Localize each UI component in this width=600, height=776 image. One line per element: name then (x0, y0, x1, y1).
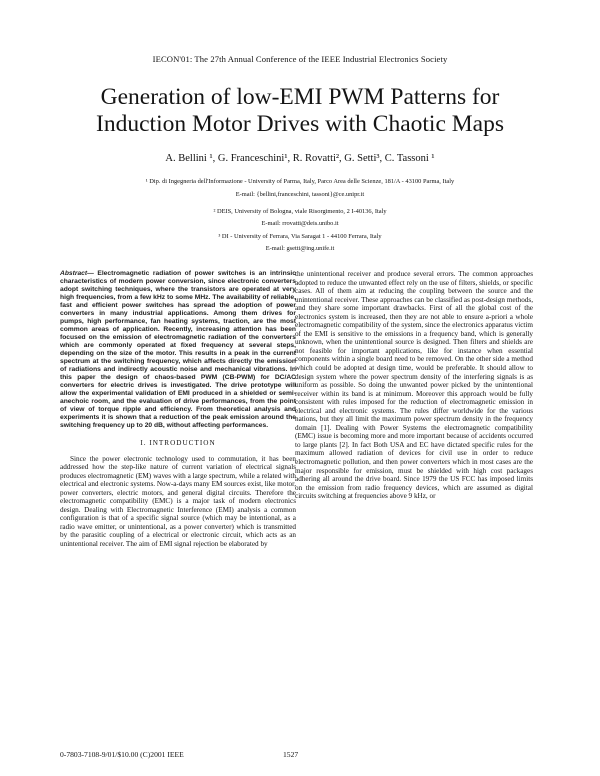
abstract-lead: Abstract (60, 270, 88, 277)
title-line-2: Induction Motor Drives with Chaotic Maps (96, 111, 504, 137)
section-heading-introduction: I. INTRODUCTION (140, 439, 216, 447)
right-column (295, 270, 533, 501)
affiliation-2: ² DEIS, University of Bologna, viale Risorgimento, 2 I-40136, Italy (213, 208, 387, 215)
left-column (60, 270, 296, 549)
paper-title (60, 84, 540, 138)
affiliation-1-email: E-mail: {bellini,franceschini, tassoni}@ce.unipr.it (235, 191, 365, 198)
affiliation-3: ³ DI - University of Ferrara, Via Saragat 1 - 44100 Ferrara, Italy (218, 233, 382, 240)
abstract-text: — Electromagnetic radiation of power switches is an intrinsic characteristics of modern power conversion, since electronic converters adopt switching techniques, where the transistors are operated at very high frequencies, from a few kHz to some MHz. The availability of reliable, fast and efficient power switches has spread the adoption of power converters in many industrial applications. Among them drives for pumps, high performance, fan heating systems, traction, are the most common areas of application. Recently, increasing attention has been focused on the emission of electromagnetic radiation of the converters which are commonly operated at fixed frequency at several steps, depending on the size of the motor. This results in a peak in the current spectrum at the switching frequency, which affects directly the emission of radiations and indirectly acoustic noise and mechanical vibrations. In this paper the design of chaos-based PWM (CB-PWM) for DC/AC converters for electric drives is investigated. The drive prototype will allow the experimental validation of EMI produced in a shielded or semi-anechoic room, and the evaluation of drive performances, from the point of view of torque ripple and efficiency. From theoretical analysis and experiments it is shown that a reduction of the peak emission around the switching frequency up to 20 dB, without affecting performances. (60, 270, 296, 429)
title-line-1: Generation of low-EMI PWM Patterns for (100, 84, 500, 110)
introduction-paragraph: Since the power electronic technology used to commutation, it has been addressed how the step-like nature of current variation of electrical signals produces electromagnetic (EM) waves with a large spectrum, while a related with electrical and electronic systems. Now-a-days many EM sources exist, like motor, power converters, electric motors, and general digital circuits. Therefore the electromagnetic compatibility (EMC) is a major task of modern electronics design. Dealing with Electromagnetic Interference (EMI) analysis a common configuration is that of a specific signal source (which may be intentional, as a radio wave emitter, or unintentional, as a power converter) which is transmitted by the parasitic coupling of a electrical or electronic circuit, which acts as an unintentional receiver. The aim of EMI signal rejection be elaborated by (60, 454, 296, 549)
page-number: 1527 (283, 750, 299, 759)
affiliation-2-email: E-mail: rrovatti@deis.unibo.it (261, 220, 339, 227)
abstract (60, 270, 296, 430)
isbn-footer: 0-7803-7108-9/01/$10.00 (C)2001 IEEE (60, 750, 184, 759)
author-list: A. Bellini ¹, G. Franceschini¹, R. Rovatti², G. Setti³, C. Tassoni ¹ (165, 153, 435, 164)
right-column-paragraph: the unintentional receiver and produce several errors. The common approaches adopted to reduce the unwanted effect rely on the use of filters, shields, or specific cases. All of them aim at reducing the coupling between the source and the unintentional receiver. These approaches can be classified as post-design methods, and they share some important drawbacks. First of all the global cost of the electronics system is increased, then they are not able to ensure a-priori a whole electromagnetic compatibility of the system, since the electronics apparatus victim of the EMI is sensitive to the emissions in a frequency band, which is generally unknown, when the unintentional source is designed. Then filters and shields are not feasible for important applications, like for instance when essential components within a single board need to be removed. On the other side a method which could be adopted at design time, would be preferable. It should allow to design system where the power spectrum density of the interfering signals is as uniform as possible. So doing the unwanted power picked by the unintentional receiver within its band is at minimum. Moreover this approach would be fully consistent with rules imposed for the reduction of electromagnetic emission in electrical and electronic systems. The rules differ worldwide for the various nations, but they all limit the maximum power spectrum density in the frequency domain [1]. Dealing with Power Systems the electromagnetic compatibility (EMC) issue is becoming more and more important because of accidents occurred to large plants [2]. In fact Both USA and EC have dictated specific rules for the maximum allowed radiation of devices for civil use in order to reduce electromagnetic pollution, and then power converters which in most cases are the major responsible for emission, must be shielded with high cost packages adhering all around the drive board. Since 1979 the US FCC has imposed limits on the emission from radio frequency devices, which are assumed as digital circuits switching at frequencies above 9 kHz, or (295, 270, 533, 501)
affiliation-1: ¹ Dip. di Ingegneria dell'Informazione - University of Parma, Italy, Parco Area delle Scienze, 181/A - 43100 Parma, Italy (145, 178, 455, 185)
affiliation-3-email: E-mail: gsetti@ing.unife.it (265, 245, 335, 252)
conference-header: IECON'01: The 27th Annual Conference of the IEEE Industrial Electronics Society (152, 54, 448, 64)
